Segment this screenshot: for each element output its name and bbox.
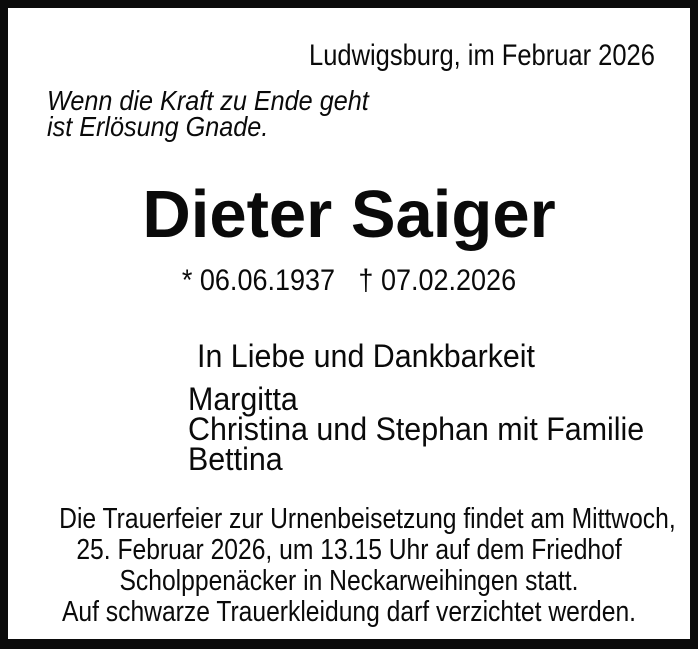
mourning-intro: In Liebe und Dankbarkeit (197, 338, 536, 374)
verse-line-2: ist Erlösung Gnade. (47, 111, 269, 142)
death-date: † 07.02.2026 (358, 264, 517, 297)
funeral-line-1: Die Trauerfeier zur Urnenbeisetzung findet am Mittwoch, (59, 503, 676, 535)
mourners-list (188, 381, 645, 477)
dateline: Ludwigsburg, im Februar 2026 (309, 39, 655, 72)
mourner-1: Margitta (188, 381, 298, 417)
birth-date: * 06.06.1937 (181, 264, 336, 297)
deceased-name: Dieter Saiger (142, 177, 556, 252)
funeral-line-3: Scholppenäcker in Neckarweihingen statt. (119, 565, 579, 597)
life-dates (42, 263, 656, 299)
mourner-3: Bettina (188, 441, 283, 477)
funeral-details (59, 503, 676, 628)
verse (47, 85, 369, 142)
funeral-line-4: Auf schwarze Trauerkleidung darf verzichtet werden. (61, 596, 637, 628)
funeral-line-2: 25. Februar 2026, um 13.15 Uhr auf dem Friedhof (76, 534, 622, 566)
verse-line-1: Wenn die Kraft zu Ende geht (47, 85, 369, 116)
mourner-2: Christina und Stephan mit Familie (188, 411, 645, 447)
